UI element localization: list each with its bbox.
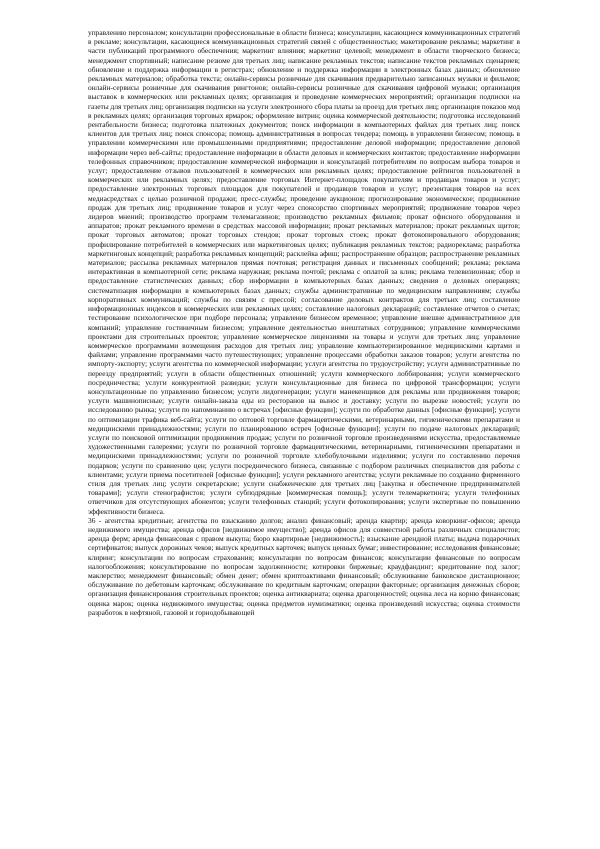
- document-page: [88, 28, 520, 617]
- class-35-services-paragraph: управлению персоналом; консультации профессиональные в области бизнеса; консультации, касающиеся коммуникационных стратегий в рекламе; консультации, касающиеся коммуникационных стратегий связей с общественностью; макетирование рекламы; маркетинг в части публикаций программного обеспечения; маркетинг влияния; маркетинг целевой; менеджмент в области творческого бизнеса; менеджмент спортивный; написание резюме для третьих лиц; написание рекламных текстов; написание текстов рекламных сценариев; обновление и поддержка информации в регистрах; обновление и поддержка информации в электронных базах данных; обновление рекламных материалов; обработка текста; онлайн-сервисы розничные для скачивания предварительно записанных музыки и фильмов; онлайн-сервисы розничные для скачивания рингтонов; онлайн-сервисы розничные для скачивания цифровой музыки; организация выставок в коммерческих или рекламных целях; организация и проведение коммерческих мероприятий; организация подписки на газеты для третьих лиц; организация подписки на услуги электронного сбора платы за проезд для третьих лиц; организация показов мод в рекламных целях; организация торговых ярмарок; оформление витрин; оценка коммерческой деятельности; подготовка исследований рентабельности бизнеса; подготовка платежных документов; поиск информации в компьютерных файлах для третьих лиц; поиск клиентов для третьих лиц; поиск спонсора; помощь административная в вопросах тендера; помощь в управлении бизнесом; помощь в управлении коммерческими или промышленными предприятиями; предоставление деловой информации; предоставление деловой информации через веб-сайты; предоставление информации в области деловых и коммерческих контактов; предоставление информации телефонных справочников; предоставление коммерческой информации и консультаций потребителям по вопросам выбора товаров и услуг; предоставление отзывов пользователей в коммерческих или рекламных целях; предоставление рейтингов пользователей в коммерческих или рекламных целях; предоставление торговых Интернет-площадок покупателям и продавцам товаров и услуг; предоставление электронных торговых площадок для покупателей и продавцов товаров и услуг; презентация товаров на всех медиасредствах с целью розничной продажи; пресс-службы; проведение аукционов; прогнозирование экономическое; продвижение продаж для третьих лиц; продвижение товаров и услуг через спонсорство спортивных мероприятий; продвижение товаров через лидеров мнений; производство программ телемагазинов; производство рекламных фильмов; прокат офисного оборудования и аппаратов; прокат рекламного времени в средствах массовой информации; прокат рекламных материалов; прокат рекламных щитов; прокат торговых автоматов; прокат торговых стендов; прокат торговых стоек; прокат фотокопировального оборудования; профилирование потребителей в коммерческих или маркетинговых целях; публикация рекламных текстов; радиореклама; разработка маркетинговых концепций; разработка рекламных концепций; расклейка афиш; распространение образцов; распространение рекламных материалов; рассылка рекламных материалов прямая почтовая; регистрация данных и письменных сообщений; реклама; реклама интерактивная в компьютерной сети; реклама наружная; реклама почтой; реклама с оплатой за клик; реклама телевизионная; сбор и предоставление статистических данных; сбор информации в компьютерных базах данных; сведения о деловых операциях; систематизация информации в компьютерных базах данных; службы административные по медицинским направлениям; службы корпоративных коммуникаций; службы по связям с прессой; согласование деловых контрактов для третьих лиц; составление информационных индексов в коммерческих или рекламных целях; составление налоговых деклараций; составление отчетов о счетах; тестирование психологическое при подборе персонала; управление бизнесом временное; управление внешне административное для компаний; управление гостиничным бизнесом; управление деятельностью внештатных сотрудников; управление коммерческими проектами для строительных проектов; управление коммерческое лицензиями на товары и услуги для третьих лиц; управление коммерческое программами возмещения расходов для третьих лиц; управление компьютеризированное медицинскими картами и файлами; управление программами часто путешествующих; управление процессами обработки заказов товаров; услуги агентства по импорту-экспорту; услуги агентства по коммерческой информации; услуги агентства по трудоустройству; услуги административные по переезду предприятий; услуги в области общественных отношений; услуги коммерческого лоббирования; услуги коммерческого посредничества; услуги конкурентной разведки; услуги консультационные для бизнеса по цифровой трансформации; услуги консультационные по управлению бизнесом; услуги лидогенерации; услуги манекенщиков для рекламы или продвижения товаров; услуги машинописные; услуги онлайн-заказа еды из ресторанов на вынос и доставку; услуги по вырезке новостей; услуги по исследованию рынка; услуги по напоминанию о встречах [офисные функции]; услуги по обработке данных [офисные функции]; услуги по оптимизации трафика веб-сайта; услуги по оптовой торговле фармацевтическими, ветеринарными, гигиеническими препаратами и медицинскими принадлежностями; услуги по планированию встреч [офисные функции]; услуги по подаче налоговых деклараций; услуги по поисковой оптимизации продвижения продаж; услуги по розничной торговле произведениями искусства, предоставляемые художественными галереями; услуги по розничной торговле фармацевтическими, ветеринарными, гигиеническими препаратами и медицинскими принадлежностями; услуги по розничной торговле хлебобулочными изделиями; услуги по составлению перечня подарков; услуги по сравнению цен; услуги посреднического бизнеса, связанные с подбором различных специалистов для работы с клиентами; услуги приема посетителей [офисные функции]; услуги рекламного агентства; услуги рекламные по созданию фирменного стиля для третьих лиц; услуги секретарские; услуги снабженческие для третьих лиц [закупка и обеспечение предпринимателей товарами]; услуги стенографистов; услуги субподрядные [коммерческая помощь]; услуги телемаркетинга; услуги телефонных ответчиков для отсутствующих абонентов; услуги телефонных станций; услуги фотокопирования; услуги экспертные по повышению эффективности бизнеса.: [88, 28, 520, 516]
- class-36-services-paragraph: 36 - агентства кредитные; агентства по взысканию долгов; анализ финансовый; аренда квартир; аренда коворкинг-офисов; аренда недвижимого имущества; аренда офисов [недвижимое имущество]; аренда офисов для совместной работы различных специалистов; аренда ферм; аренда финансовая с правом выкупа; бюро квартирные [недвижимость]; взыскание арендной платы; выдача подарочных сертификатов; выпуск дорожных чеков; выпуск кредитных карточек; выпуск ценных бумаг; инвестирование; исследования финансовые; клиринг; консультации по вопросам страхования; консультации по вопросам финансов; консультации финансовые по вопросам налогообложения; консультирование по вопросам задолженности; котировки биржевые; краудфандинг; кредитование под залог; маклерство; менеджмент финансовый; обмен денег; обмен криптоактивами финансовый; обслуживание банковское дистанционное; обслуживание по дебетовым карточкам; обслуживание по кредитным карточкам; операции факторные; организация денежных сборов; организация финансирования строительных проектов; оценка антиквариата; оценка драгоценностей; оценка леса на корню финансовая; оценка марок; оценка недвижимого имущества; оценка предметов нумизматики; оценка произведений искусства; оценка стоимости разработок в нефтяной, газовой и горнодобывающей: [88, 515, 520, 617]
